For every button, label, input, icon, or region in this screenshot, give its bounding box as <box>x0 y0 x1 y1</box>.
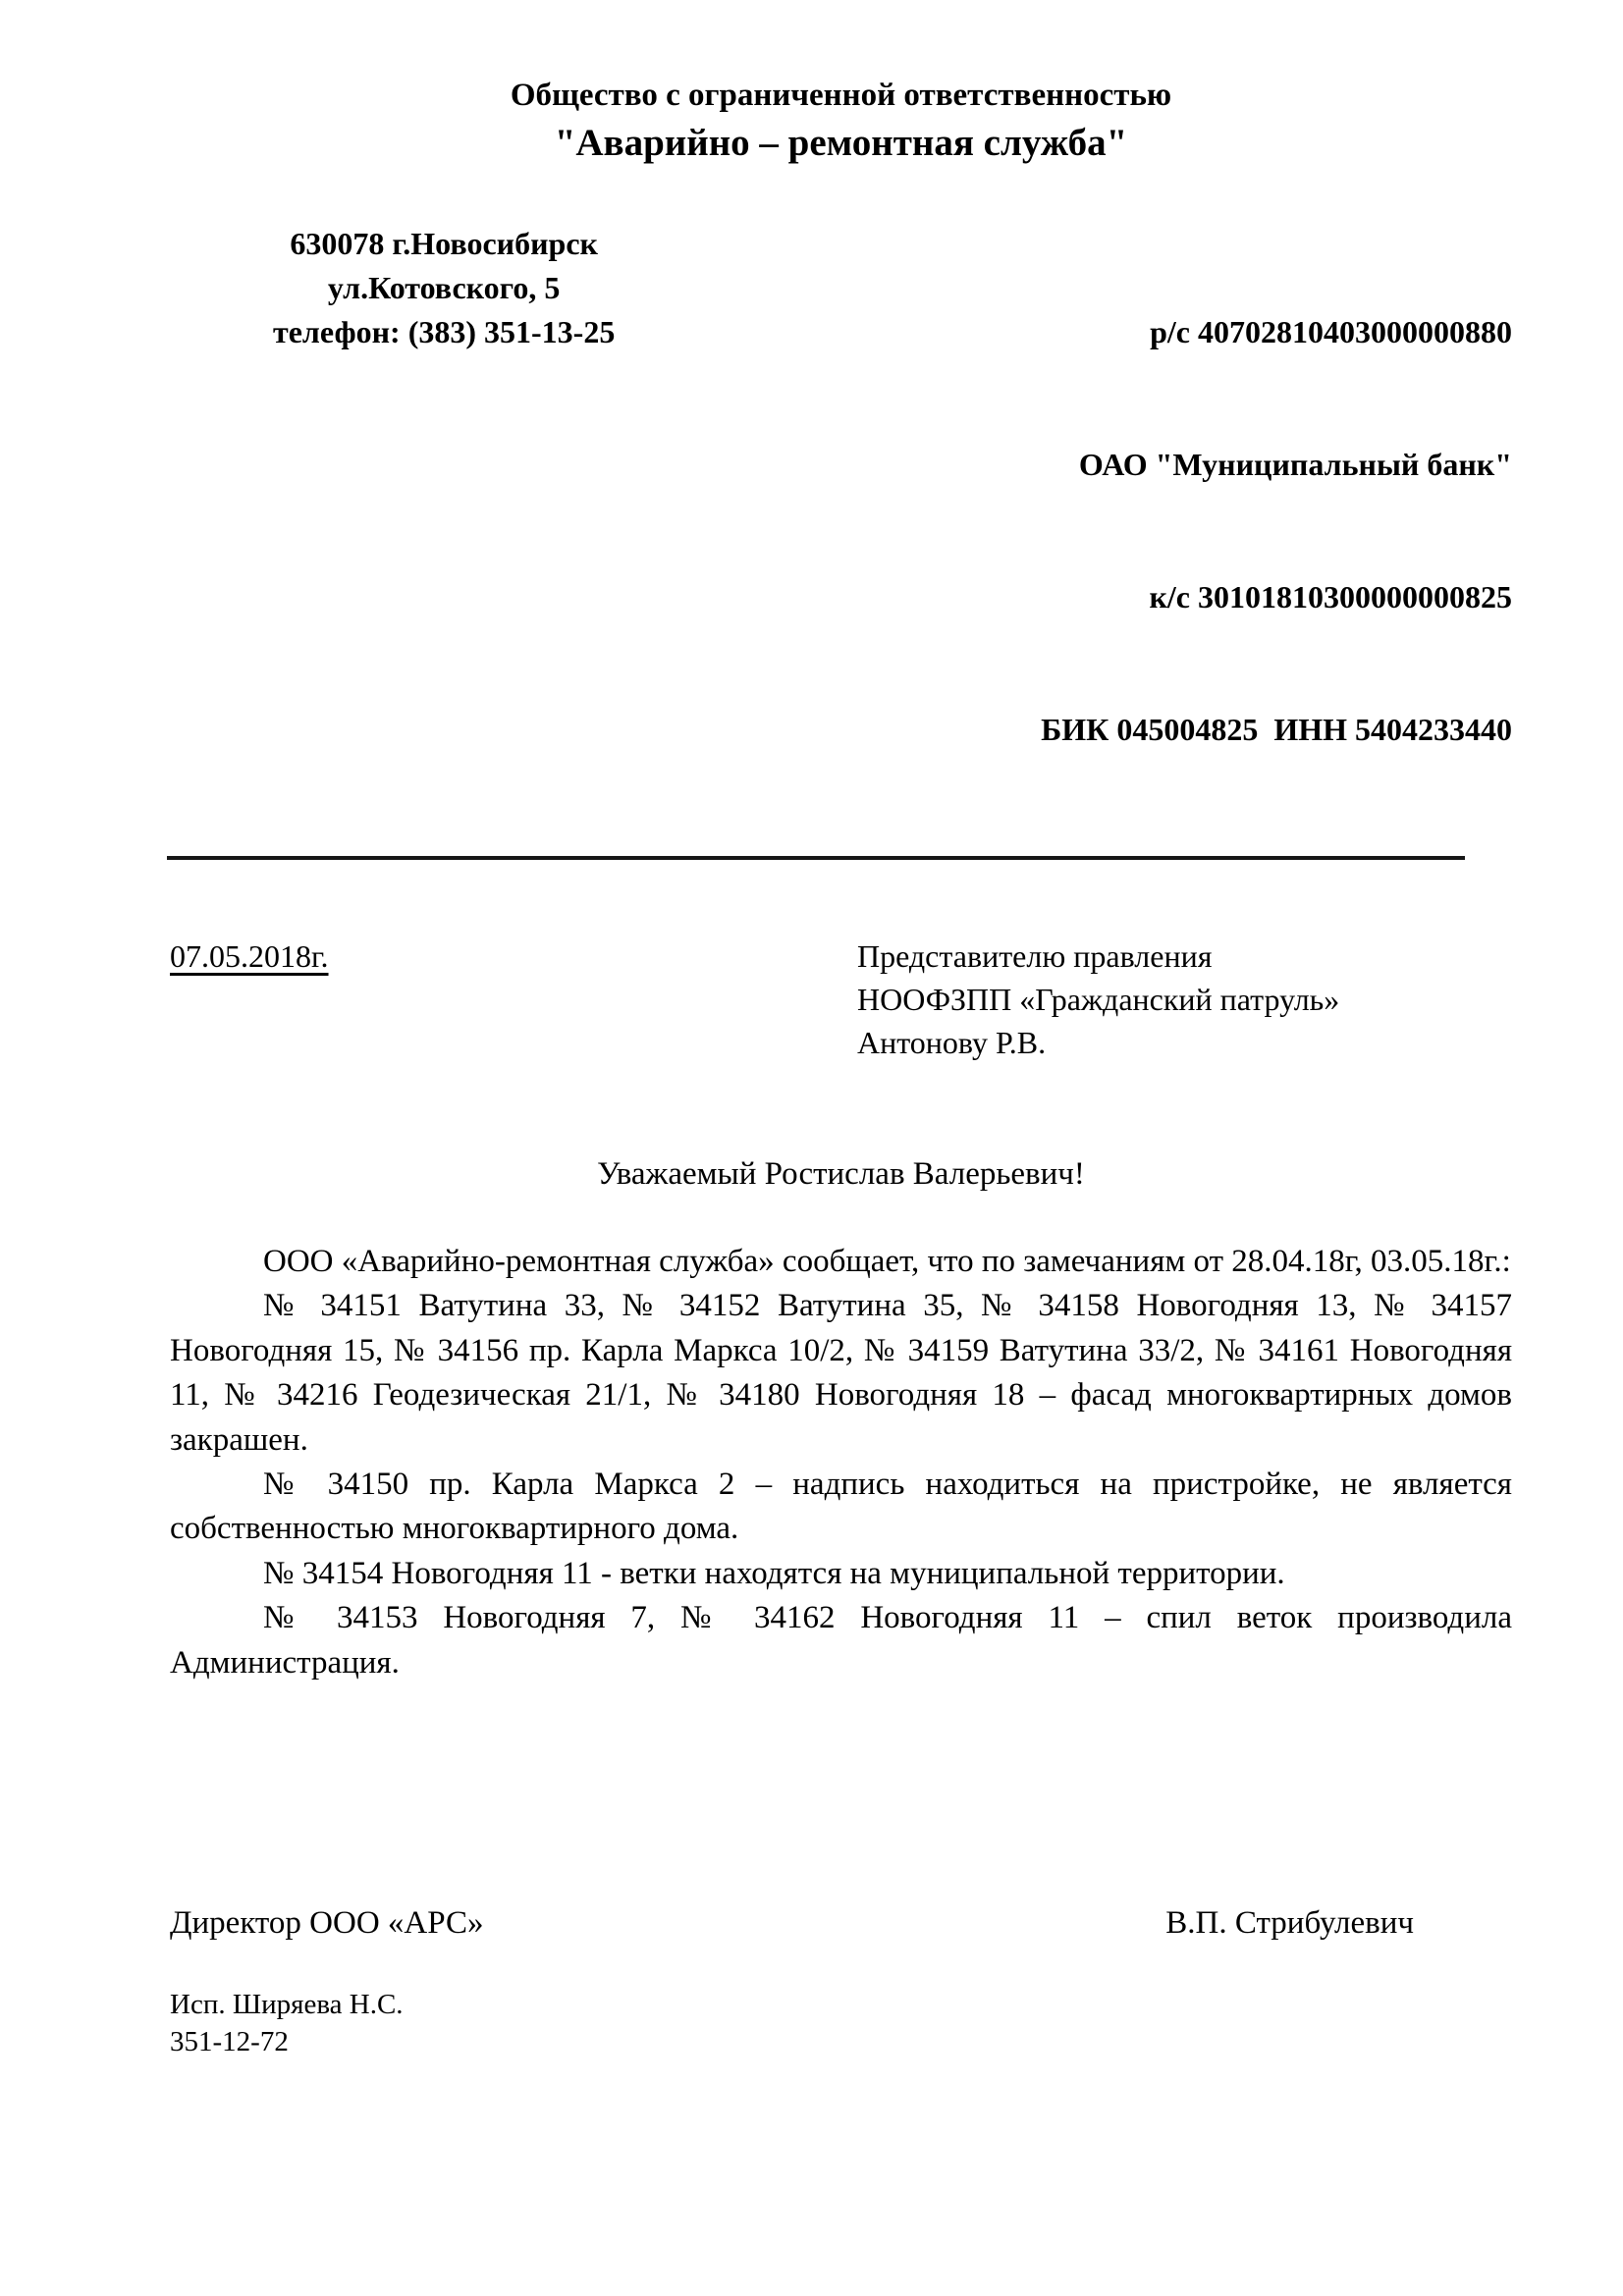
letterhead-org-name: "Аварийно – ремонтная служба" <box>554 122 1128 164</box>
recipient-line-position: Представителю правления <box>857 938 1213 974</box>
recipient-block <box>857 934 1339 1064</box>
bank-name: ОАО "Муниципальный банк" <box>1078 447 1512 482</box>
salutation-line: Уважаемый Ростислав Валерьевич! <box>597 1156 1085 1192</box>
bank-settlement-account: р/с 40702810403000000880 <box>1150 314 1512 349</box>
recipient-line-organization: НООФЗПП «Гражданский патруль» <box>857 982 1340 1017</box>
body-paragraph-branches: № 34154 Новогодняя 11 - ветки находятся на муниципальной территории. <box>263 1555 1285 1591</box>
address-street: ул.Котовского, 5 <box>327 270 561 305</box>
signature-row <box>170 1901 1512 1945</box>
letterhead-org-type: Общество с ограниченной ответственностью <box>510 78 1172 113</box>
executor-phone: 351-12-72 <box>170 2026 289 2058</box>
header-divider-line <box>167 856 1465 860</box>
letterhead-bank-block <box>1041 222 1512 840</box>
bank-bik-inn: БИК 045004825 ИНН 5404233440 <box>1041 712 1512 747</box>
date-recipient-row <box>170 934 1512 1072</box>
executor-block <box>170 1986 1512 2060</box>
address-postal-city: 630078 г.Новосибирск <box>290 226 598 261</box>
recipient-line-person: Антонову Р.В. <box>857 1025 1047 1060</box>
executor-name: Исп. Ширяева Н.С. <box>170 1989 404 2021</box>
body-paragraph-annex: № 34150 пр. Карла Маркса 2 – надпись находиться на пристройке, не является собственностью многоквартирного дома. <box>170 1467 1512 1547</box>
letterhead-info-row <box>170 222 1512 840</box>
letter-date: 07.05.2018г. <box>170 938 329 974</box>
letterhead-address-block <box>273 222 615 354</box>
bank-corr-account: к/с 30101810300000000825 <box>1149 579 1512 614</box>
body-paragraph-administration: № 34153 Новогодняя 7, № 34162 Новогодняя 11 – спил веток производила Администрация. <box>170 1600 1512 1681</box>
signature-name: В.П. Стрибулевич <box>1165 1905 1414 1942</box>
signature-title: Директор ООО «АРС» <box>170 1905 484 1942</box>
letter-body <box>170 1240 1512 1685</box>
address-phone: телефон: (383) 351-13-25 <box>273 314 616 349</box>
body-paragraph-facade-list: № 34151 Ватутина 33, № 34152 Ватутина 35, № 34158 Новогодняя 13, № 34157 Новогодняя 15, № 34156 пр. Карла Маркса 10/2, № 34159 Ватутина 33/2, № 34161 Новогодняя 11, № 34216 Геодезическая 21/1, № 34180 Новогодняя 18 – фасад многоквартирных домов закрашен. <box>170 1288 1512 1458</box>
body-paragraph-intro: ООО «Аварийно-ремонтная служба» сообщает, что по замечаниям от 28.04.18г, 03.05.18г.: <box>263 1244 1511 1279</box>
